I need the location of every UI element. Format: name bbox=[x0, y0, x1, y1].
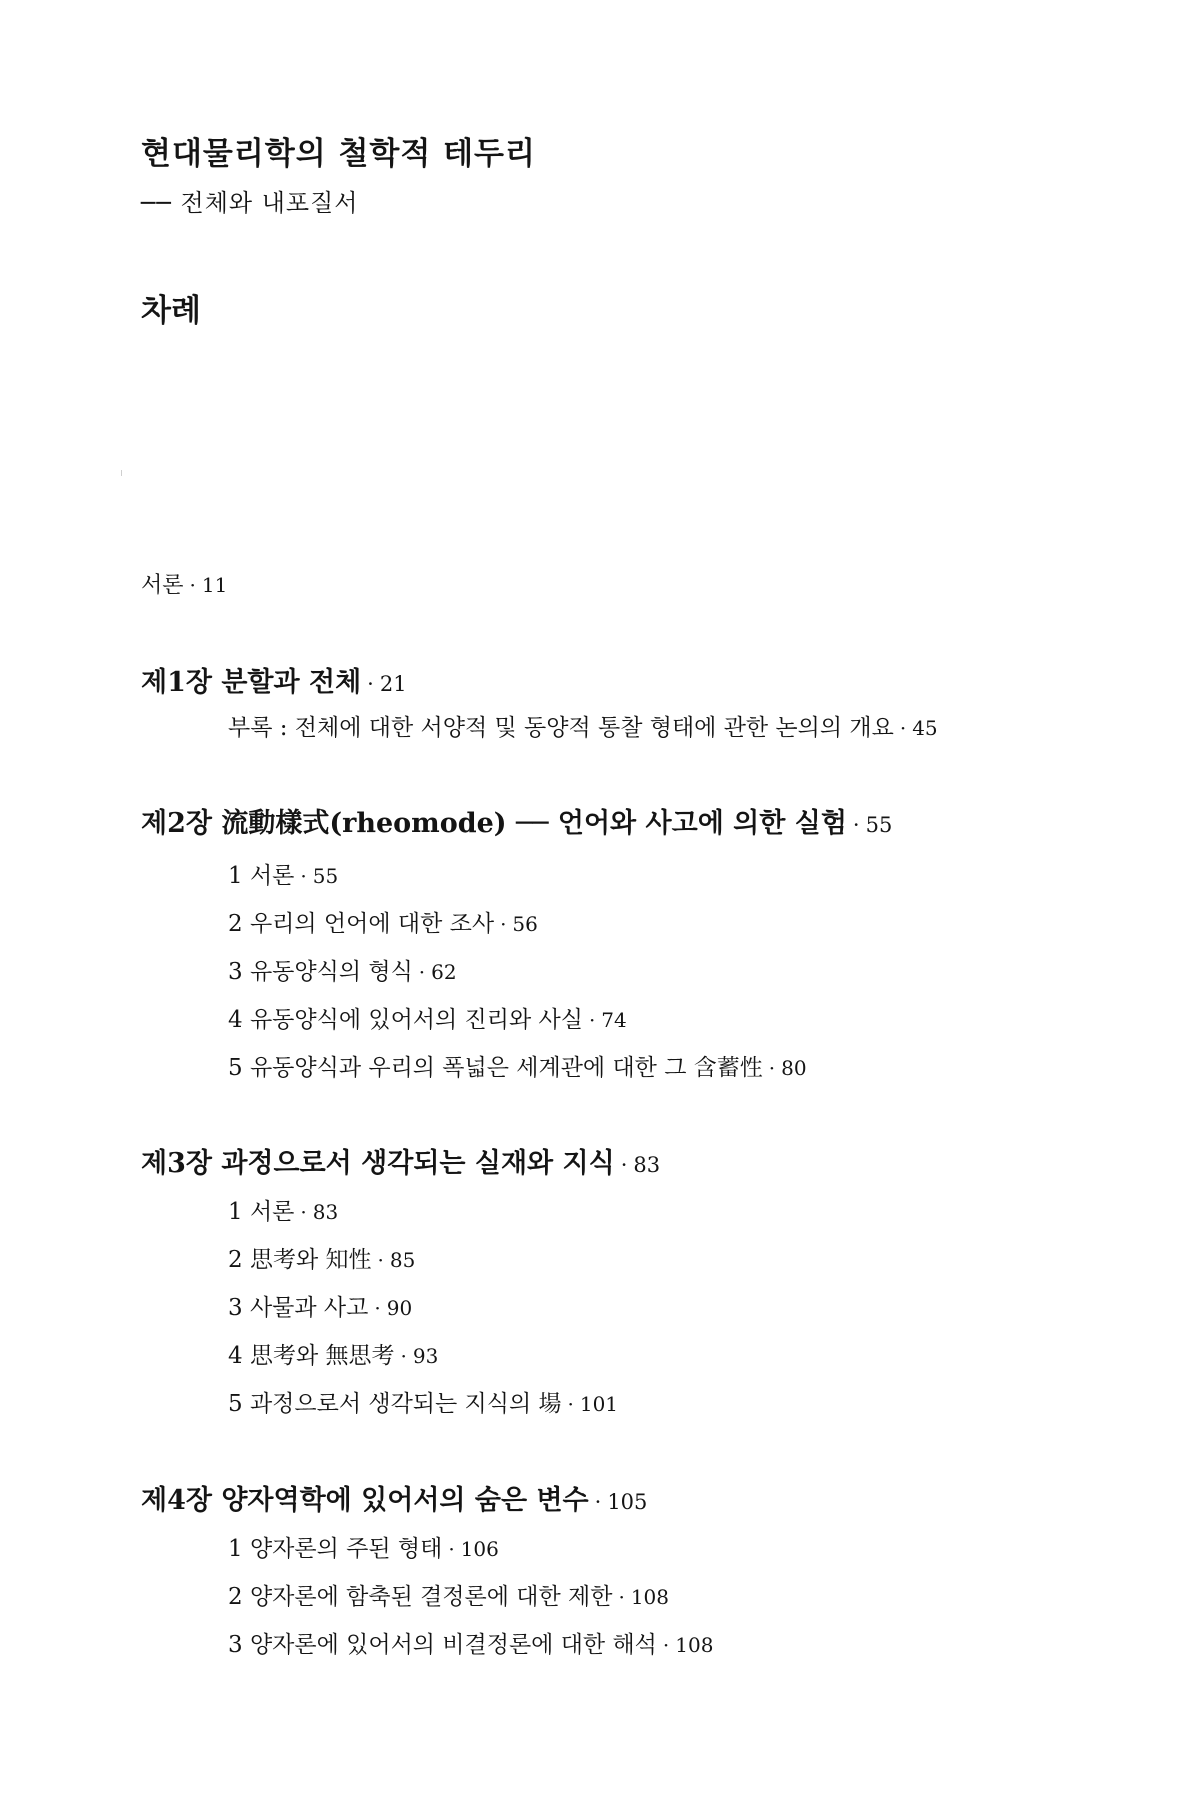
toc-section bbox=[228, 863, 338, 891]
section-title: 1 서론 bbox=[228, 1199, 295, 1225]
toc-section bbox=[228, 1632, 713, 1660]
toc-separator: · bbox=[899, 716, 907, 740]
toc-page-number: 45 bbox=[912, 716, 938, 740]
toc-page-number: 83 bbox=[312, 1200, 339, 1224]
toc-separator: · bbox=[377, 1248, 384, 1272]
toc-section bbox=[228, 715, 938, 743]
toc-page-number: 83 bbox=[633, 1153, 661, 1177]
toc-section bbox=[228, 1007, 627, 1035]
toc-page-number: 105 bbox=[607, 1490, 648, 1514]
section-title: 1 서론 bbox=[228, 863, 295, 889]
section-title: 4 思考와 無思考 bbox=[228, 1343, 395, 1369]
toc-chapter-2 bbox=[141, 808, 892, 840]
toc-page-number: 93 bbox=[412, 1344, 439, 1368]
toc-separator: · bbox=[300, 1200, 307, 1224]
toc-section bbox=[228, 1391, 618, 1419]
toc-chapter-1 bbox=[141, 667, 407, 699]
section-title: 4 유동양식에 있어서의 진리와 사실 bbox=[228, 1007, 583, 1033]
toc-page-number: 74 bbox=[601, 1008, 627, 1032]
toc-separator: · bbox=[300, 864, 307, 888]
toc-entry-intro bbox=[141, 573, 227, 599]
toc-separator: · bbox=[448, 1537, 455, 1561]
section-title: 3 사물과 사고 bbox=[228, 1295, 369, 1321]
toc-separator: · bbox=[400, 1344, 407, 1368]
toc-section bbox=[228, 1199, 338, 1227]
toc-page-number: 21 bbox=[379, 672, 407, 696]
toc-separator: · bbox=[618, 1585, 625, 1609]
toc-separator: · bbox=[367, 672, 374, 696]
toc-page-number: 101 bbox=[579, 1392, 619, 1416]
toc-heading: 차례 bbox=[141, 293, 201, 329]
toc-section bbox=[228, 1343, 438, 1371]
toc-page-number: 55 bbox=[865, 813, 893, 837]
section-title: 3 양자론에 있어서의 비결정론에 대한 해석 bbox=[228, 1632, 657, 1658]
book-title: 현대물리학의 철학적 테두리 bbox=[141, 136, 536, 172]
toc-separator: · bbox=[594, 1490, 602, 1514]
toc-separator: · bbox=[418, 960, 426, 984]
book-subtitle: ── 전체와 내포질서 bbox=[141, 189, 359, 217]
toc-page-number: 80 bbox=[781, 1056, 807, 1080]
section-title: 2 우리의 언어에 대한 조사 bbox=[228, 911, 495, 937]
toc-separator: · bbox=[567, 1392, 574, 1416]
toc-separator: · bbox=[768, 1056, 776, 1080]
section-title: 5 과정으로서 생각되는 지식의 場 bbox=[228, 1391, 562, 1417]
toc-page-number: 108 bbox=[630, 1585, 670, 1609]
section-title: 부록 : 전체에 대한 서양적 및 동양적 통찰 형태에 관한 논의의 개요 bbox=[228, 715, 894, 741]
toc-page-number: 11 bbox=[201, 573, 228, 597]
toc-page-number: 55 bbox=[312, 864, 339, 888]
section-title: 2 思考와 知性 bbox=[228, 1247, 372, 1273]
toc-separator: · bbox=[852, 813, 860, 837]
toc-section bbox=[228, 1295, 412, 1323]
toc-separator: · bbox=[662, 1633, 670, 1657]
toc-section bbox=[228, 911, 538, 939]
toc-page-number: 56 bbox=[512, 912, 538, 936]
chapter-title: 제4장 양자역학에 있어서의 숨은 변수 bbox=[141, 1485, 589, 1516]
toc-page-number: 85 bbox=[389, 1248, 416, 1272]
toc-separator: · bbox=[374, 1296, 381, 1320]
toc-section bbox=[228, 1247, 415, 1275]
toc-separator: · bbox=[500, 912, 507, 936]
toc-page-number: 62 bbox=[431, 960, 457, 984]
toc-section bbox=[228, 1584, 669, 1612]
toc-section bbox=[228, 1536, 499, 1564]
toc-entry-title: 서론 bbox=[141, 573, 184, 598]
toc-section bbox=[228, 959, 457, 987]
toc-separator: · bbox=[620, 1153, 628, 1177]
chapter-title: 제1장 분할과 전체 bbox=[141, 667, 362, 698]
toc-chapter-4 bbox=[141, 1485, 647, 1517]
section-title: 3 유동양식의 형식 bbox=[228, 959, 413, 985]
toc-separator: · bbox=[189, 573, 196, 597]
chapter-title: 제2장 流動樣式(rheomode) ── 언어와 사고에 의한 실험 bbox=[141, 808, 847, 839]
toc-page-number: 108 bbox=[675, 1633, 714, 1657]
toc-separator: · bbox=[588, 1008, 596, 1032]
chapter-title: 제3장 과정으로서 생각되는 실재와 지식 bbox=[141, 1148, 615, 1179]
toc-page-number: 90 bbox=[386, 1296, 413, 1320]
section-title: 5 유동양식과 우리의 폭넓은 세계관에 대한 그 含蓄性 bbox=[228, 1055, 763, 1081]
toc-section bbox=[228, 1055, 807, 1083]
section-title: 2 양자론에 함축된 결정론에 대한 제한 bbox=[228, 1584, 613, 1610]
section-title: 1 양자론의 주된 형태 bbox=[228, 1536, 443, 1562]
toc-page-number: 106 bbox=[460, 1537, 499, 1561]
toc-chapter-3 bbox=[141, 1148, 660, 1180]
